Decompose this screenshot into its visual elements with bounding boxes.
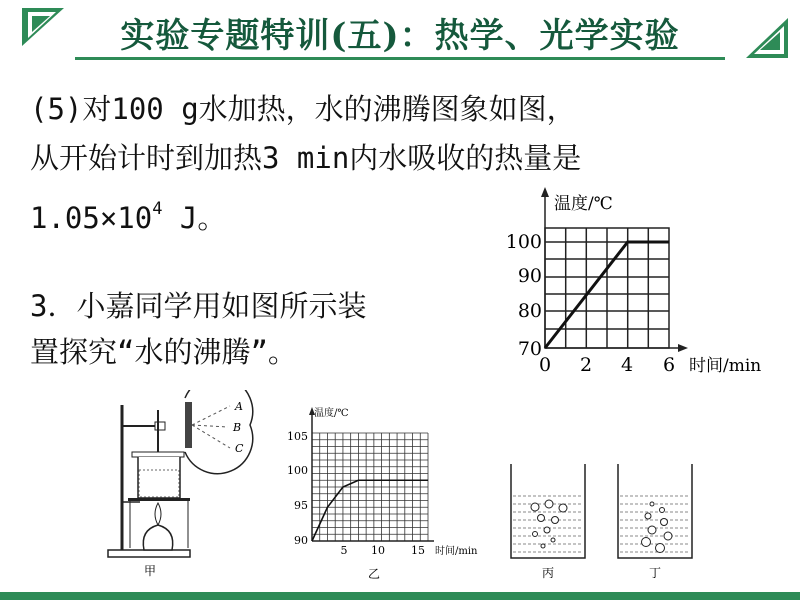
graph-top [500,185,790,385]
q3-line1: 3．小嘉同学用如图所示装 [30,289,367,323]
graph-b-xtick: 5 [340,544,348,557]
stand-base [108,550,190,557]
graph-top-ytick: 70 [517,338,542,360]
graph-top-xtick: 6 [663,354,676,376]
sight-line [192,425,228,427]
graph-top-ylabel: 温度/℃ [554,194,613,214]
graph-top-xtick: 4 [621,354,634,376]
figure-d-caption: 丁 [648,566,662,580]
graph-top-ytick: 80 [517,300,542,322]
beaker [138,457,180,498]
graph-b-ytick: 90 [294,534,308,547]
flame [155,503,161,525]
q5-line3 [30,190,226,237]
graph-b-ytick: 95 [294,499,308,512]
figure-a-caption: 甲 [143,564,157,578]
graph-b-data-line [312,480,428,541]
footer-bar [0,592,800,600]
page-title: 实验专题特训(五)：热学、光学实验 [120,16,680,56]
graph-top-xtick: 2 [580,354,593,376]
answer-exponent: 4 [152,199,163,219]
graph-top-y-arrow [541,187,549,197]
figure-c-caption: 丙 [541,566,555,580]
figure-a-apparatus [100,390,260,580]
eye-label-b: B [233,421,242,434]
graph-b-xtick: 15 [411,544,425,557]
wire-gauze [128,498,190,501]
eye-label-a: A [235,400,243,413]
graph-top-xtick: 0 [539,354,552,376]
graph-b-ylabel: 温度/℃ [314,408,349,419]
graph-top-xlabel: 时间/min [689,356,762,376]
graph-top-ytick: 100 [505,231,542,253]
graph-top-x-arrow [678,344,688,352]
graph-b [282,400,492,585]
sight-line [192,406,230,425]
graph-b-ytick: 105 [287,430,308,443]
sight-line [192,425,230,448]
q3-line2: 置探究“水的沸腾”。 [30,335,297,369]
graph-top-grid [545,228,669,348]
q5-line1: (5)对100 g水加热，水的沸腾图象如图， [30,92,576,126]
answer-unit: J。 [162,201,227,235]
graph-b-xlabel: 时间/min [435,546,478,557]
answer-coefficient: 1.05×10 [30,201,153,235]
graph-b-ytick: 100 [287,464,308,477]
title-underline [75,57,725,60]
graph-b-xtick: 10 [371,544,385,557]
graph-b-grid [312,433,428,541]
graph-top-ytick: 90 [517,265,542,287]
figure-d-beaker [612,460,702,585]
figure-c-beaker [505,460,595,585]
q5-line2: 从开始计时到加热3 min内水吸收的热量是 [30,141,582,175]
beaker-lid [132,452,184,457]
graph-b-caption: 乙 [367,567,381,581]
zoom-scale [185,402,192,448]
eye-label-c: C [235,442,244,455]
alcohol-lamp [143,525,172,550]
clamp [155,422,165,430]
